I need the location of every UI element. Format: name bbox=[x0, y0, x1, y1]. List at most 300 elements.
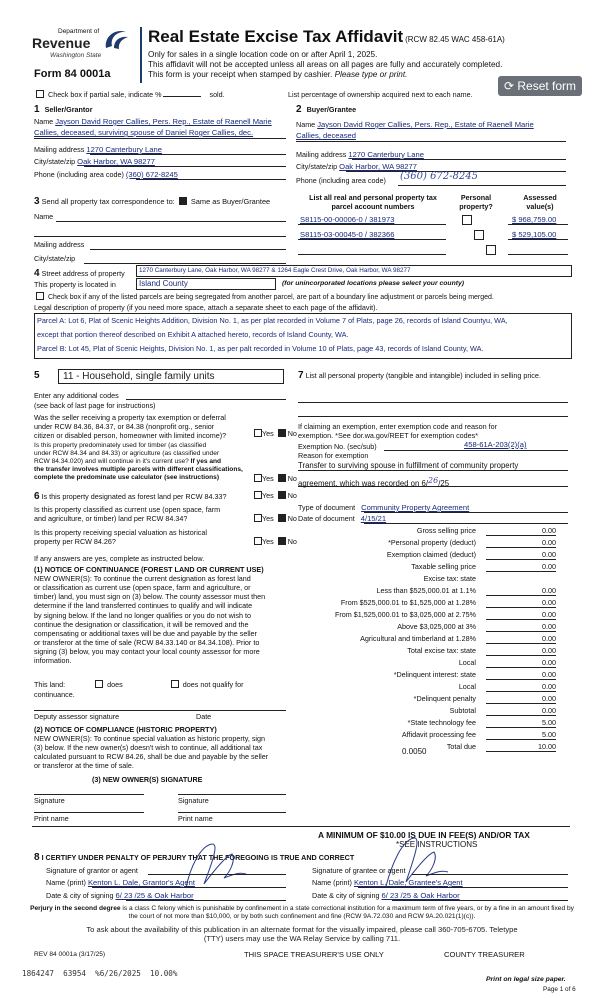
swoosh-logo-icon bbox=[102, 28, 130, 52]
notice-1-line-6: compensating or additional taxes will be due and payable by the seller bbox=[34, 628, 257, 638]
see-instructions-note: *SEE INSTRUCTIONS bbox=[396, 840, 478, 849]
seller-name-line2[interactable]: Callies, deceased, surviving spouse of Daniel Roger Callies, dec. bbox=[34, 128, 254, 137]
this-land-label: This land: bbox=[34, 680, 66, 689]
land-use-code-value: 11 - Household, single family units bbox=[63, 371, 215, 382]
owner-signature-line-2[interactable] bbox=[178, 794, 286, 795]
section-1-number: 1 bbox=[34, 104, 40, 115]
q6-2-line-a: Is this property classified as current use (open space, farm bbox=[34, 505, 221, 514]
tax-row bbox=[298, 670, 556, 680]
tax-row bbox=[298, 718, 556, 728]
q2-line-d: the transfer involves multiple parcels with different classifications, bbox=[34, 465, 243, 473]
q1-line-a: Was the seller receiving a property tax exemption or deferral bbox=[34, 413, 226, 422]
notice-3-title: (3) NEW OWNER(S) SIGNATURE bbox=[92, 775, 203, 784]
reason-label: Reason for exemption bbox=[298, 451, 369, 460]
grantee-sig-label: Signature of grantee or agent bbox=[312, 866, 406, 875]
current-use-answer bbox=[254, 514, 297, 523]
seller-city-value[interactable]: Oak Harbor, WA 98277 bbox=[77, 157, 155, 166]
notice-1-line-1: or classification as current use (open space, farm and agriculture, or bbox=[34, 583, 251, 593]
partial-sale-row bbox=[34, 90, 225, 99]
seller-mailing-value[interactable]: 1270 Canterbury Lane bbox=[86, 145, 162, 154]
tax-row-value[interactable]: 0.00 bbox=[486, 586, 556, 596]
q1-line-c: citizen or disabled person, homeowner with limited income)? bbox=[34, 431, 227, 440]
historic-yes-checkbox[interactable] bbox=[254, 537, 262, 545]
tax-row-value[interactable]: 0.00 bbox=[486, 706, 556, 716]
forest-no-checkbox[interactable] bbox=[278, 491, 286, 499]
tax-row-value[interactable]: 0.00 bbox=[486, 550, 556, 560]
form-title: Real Estate Excise Tax Affidavit bbox=[148, 27, 404, 46]
parcel-row2-underline bbox=[298, 239, 446, 240]
notice-2-line-0: NEW OWNER(S): To continue special valuation as historic property, sign bbox=[34, 734, 266, 743]
personal-property-checkbox-2[interactable] bbox=[474, 230, 484, 240]
exemption-no-label: Exemption No. (sec/sub) bbox=[298, 442, 377, 451]
logo-revenue-text: Revenue bbox=[32, 35, 91, 51]
county-select[interactable] bbox=[136, 278, 276, 290]
add-codes-row bbox=[34, 391, 119, 400]
section-3-number: 3 bbox=[34, 196, 40, 207]
buyer-name-line1[interactable]: Jayson David Roger Callies, Pers. Rep., Estate of Raenell Marie bbox=[317, 120, 534, 129]
tax-row-value[interactable]: 0.00 bbox=[486, 598, 556, 608]
parcel-header-3b: value(s) bbox=[526, 202, 554, 211]
reason-underline-1 bbox=[298, 470, 568, 471]
treasurer-use-label: THIS SPACE TREASURER'S USE ONLY bbox=[244, 950, 384, 959]
reason-year: /25 bbox=[438, 479, 450, 488]
section-2-number: 2 bbox=[296, 104, 302, 115]
historic-no-checkbox[interactable] bbox=[278, 537, 286, 545]
tax-row bbox=[298, 730, 556, 740]
grantor-date-value[interactable]: 6/ 23 /25 & Oak Harbor bbox=[115, 891, 194, 900]
grantee-date-underline bbox=[392, 900, 568, 901]
tax-row bbox=[298, 658, 556, 668]
header-sub2: This affidavit will not be accepted unless all areas on all pages are fully and accurately completed. bbox=[148, 60, 503, 69]
q2-no-label: No bbox=[287, 474, 297, 483]
reason-day: 26 bbox=[428, 476, 439, 485]
tax-row-value[interactable]: 0.00 bbox=[486, 646, 556, 656]
ownership-note: List percentage of ownership acquired next to each name. bbox=[288, 90, 473, 99]
buyer-heading bbox=[296, 104, 356, 117]
buyer-phone-value[interactable]: (360) 672-8245 bbox=[400, 171, 478, 182]
notice-1-line-9: information. bbox=[34, 656, 72, 666]
logo-dept-text: Department of bbox=[58, 28, 100, 35]
personal-property-checkbox-3[interactable] bbox=[486, 245, 496, 255]
doc-type-value[interactable]: Community Property Agreement bbox=[361, 503, 470, 512]
personal-property-line-1[interactable] bbox=[298, 402, 568, 403]
seller-name-row bbox=[34, 117, 284, 126]
owner-signature-label-1: Signature bbox=[34, 796, 65, 805]
owner-print-line-2[interactable] bbox=[178, 812, 286, 813]
parcel-header-2b: property? bbox=[459, 202, 493, 211]
doc-date-value[interactable]: 4/15/21 bbox=[360, 514, 387, 523]
deputy-signature-line[interactable] bbox=[34, 710, 286, 711]
grantee-date-value[interactable]: 6/ 23 /25 & Oak Harbor bbox=[381, 891, 460, 900]
buyer-heading-label: Buyer/Grantee bbox=[306, 105, 357, 114]
q1-no-label: No bbox=[287, 429, 297, 438]
parcel-number-2[interactable]: S8115-03-00045-0 / 382366 bbox=[300, 230, 395, 239]
notice-1-body bbox=[34, 574, 294, 665]
located-row bbox=[34, 280, 116, 289]
historic-question bbox=[34, 528, 207, 546]
grantee-date-label: Date & city of signing bbox=[312, 891, 380, 900]
partial-sale-label: Check box if partial sale, indicate % bbox=[48, 90, 162, 99]
exemption-question bbox=[34, 413, 259, 440]
q6-2-line-b: and agriculture, or timber) land per RCW 84.34? bbox=[34, 514, 188, 523]
corr-mailing-underline[interactable] bbox=[90, 249, 286, 250]
reason-line-2: agreement, which was recorded on 6/ bbox=[298, 479, 429, 488]
seller-heading bbox=[34, 104, 93, 117]
tax-row-label: *Delinquent interest: state bbox=[393, 670, 476, 679]
minimum-due-note: A MINIMUM OF $10.00 IS DUE IN FEE(S) AND/OR TAX bbox=[318, 830, 530, 840]
segregated-checkbox[interactable] bbox=[36, 292, 44, 300]
tax-row-label: Subtotal bbox=[449, 706, 476, 715]
rev-label: REV 84 0001a (3/17/25) bbox=[34, 951, 106, 958]
grantor-sig-line[interactable] bbox=[148, 874, 286, 875]
buyer-name-row bbox=[296, 120, 566, 129]
tax-row-value[interactable]: 0.00 bbox=[486, 538, 556, 548]
segregated-label: Check box if any of the listed parcels are being segregated from another parcel, are part of a boundary line adjustment or parcels being merged. bbox=[47, 294, 494, 301]
this-land-row bbox=[34, 680, 244, 689]
section-6-number: 6 bbox=[34, 491, 40, 502]
form-rcw: (RCW 82.45 WAC 458-61A) bbox=[405, 35, 505, 44]
partial-sale-checkbox[interactable] bbox=[36, 90, 44, 98]
refresh-icon: ⟳ bbox=[503, 79, 515, 93]
tax-row-value[interactable]: 0.00 bbox=[486, 694, 556, 704]
tax-row bbox=[298, 634, 556, 644]
tax-row-label: Taxable selling price bbox=[411, 562, 476, 571]
segregated-row bbox=[34, 292, 494, 303]
notice-1-line-5: continue the designation or classification, it will be removed and the bbox=[34, 619, 249, 629]
grantee-name-underline bbox=[358, 887, 568, 888]
legal-line-1: Parcel A: Lot 6, Plat of Scenic Heights Addition, Division No. 1, as per plat recorded in Volume 7 of Plats, page 26, records of Island Countyu, WA, bbox=[37, 316, 508, 325]
current-use-no-label: No bbox=[287, 514, 297, 523]
buyer-mailing-label: Mailing address bbox=[296, 150, 347, 159]
q1-yes-label: Yes bbox=[262, 429, 274, 438]
continuance-label: continuance. bbox=[34, 690, 75, 699]
grantor-name-label: Name (print) bbox=[46, 878, 86, 887]
page-number: Page 1 of 6 bbox=[543, 986, 576, 993]
q6-3-line-a: Is this property receiving special valuation as historical bbox=[34, 528, 207, 537]
parcel-header-3a: Assessed bbox=[523, 193, 557, 202]
seller-phone-value[interactable]: (360) 672-8245 bbox=[125, 170, 178, 179]
seller-name-underline bbox=[34, 138, 286, 139]
alt-format-notice bbox=[26, 925, 578, 944]
grantor-date-label: Date & city of signing bbox=[46, 891, 114, 900]
tax-row-label: Total due bbox=[446, 742, 476, 751]
q1-answer bbox=[254, 429, 297, 438]
tax-row-value[interactable]: 0.00 bbox=[486, 658, 556, 668]
grantor-name-value[interactable]: Kenton L. Dale, Grantor's Agent bbox=[87, 878, 195, 887]
dor-logo bbox=[32, 28, 130, 68]
header-sub3-text: This form is your receipt when stamped by cashier. bbox=[148, 70, 333, 79]
grantor-date-underline bbox=[126, 900, 286, 901]
owner-print-label-2: Print name bbox=[178, 814, 213, 823]
parcel-value1-underline bbox=[508, 224, 568, 225]
tax-row bbox=[298, 610, 556, 620]
seller-name-label: Name bbox=[34, 117, 54, 126]
perjury-notice bbox=[26, 905, 578, 921]
owner-print-line-1[interactable] bbox=[34, 812, 144, 813]
tax-row-label: Above $3,025,000 at 3% bbox=[397, 622, 476, 631]
located-note: (for unincorporated locations please select your county) bbox=[282, 280, 465, 287]
parcel-header-1b: parcel account numbers bbox=[331, 202, 415, 211]
corr-city-label: City/state/zip bbox=[34, 254, 76, 263]
tax-row-label: Excise tax: state bbox=[423, 574, 476, 583]
doc-date-label: Date of document bbox=[298, 514, 355, 523]
exemption-intro bbox=[298, 422, 497, 440]
tax-row bbox=[298, 562, 556, 572]
grantee-sig-line[interactable] bbox=[412, 874, 568, 875]
tax-row-label: *Delinquent penalty bbox=[413, 694, 476, 703]
same-as-buyer-checkbox[interactable] bbox=[179, 197, 187, 205]
notice-2-line-1: (3) below. If the new owner(s) doesn't wish to continue, all additional tax bbox=[34, 743, 263, 753]
alt-format-line-1: To ask about the availability of this publication in an alternate format for the visually impaired, please call 360-705-6705. Teletype bbox=[86, 925, 518, 934]
tax-row-value[interactable]: 0.00 bbox=[486, 610, 556, 620]
tax-row-label: Agricultural and timberland at 1.28% bbox=[360, 634, 476, 643]
buyer-name-line2[interactable]: Callies, deceased bbox=[296, 131, 356, 140]
does-label: does bbox=[107, 680, 123, 689]
historic-no-label: No bbox=[287, 537, 297, 546]
tax-row-value[interactable]: 0.00 bbox=[486, 622, 556, 632]
buyer-phone-label: Phone (including area code) bbox=[296, 176, 386, 185]
tax-row-value[interactable]: 0.00 bbox=[486, 634, 556, 644]
section-5-number: 5 bbox=[34, 370, 40, 381]
add-codes-field[interactable] bbox=[126, 399, 286, 400]
parcel-header-2 bbox=[452, 193, 500, 211]
tax-row-label: From $525,000.01 to $1,525,000 at 1.28% bbox=[340, 598, 476, 607]
historic-yes-label: Yes bbox=[262, 537, 274, 546]
tax-row-label: *Personal property (deduct) bbox=[388, 538, 476, 547]
notice-1-line-4: by signing below. If the land no longer qualifies or you do not wish to bbox=[34, 610, 251, 620]
q6-3-line-b: property per RCW 84.26? bbox=[34, 537, 116, 546]
doc-type-label: Type of document bbox=[298, 503, 356, 512]
forest-no-label: No bbox=[287, 491, 297, 500]
timber-question bbox=[34, 442, 264, 482]
does-not-label: does not qualify for bbox=[182, 680, 244, 689]
reset-form-button[interactable] bbox=[498, 76, 582, 96]
seller-phone-underline bbox=[136, 179, 286, 180]
tax-row-label: Affidavit processing fee bbox=[401, 730, 476, 739]
notice-2-line-3: or transferor at the time of sale. bbox=[34, 761, 134, 771]
tax-row bbox=[298, 574, 556, 584]
form-number: Form 84 0001a bbox=[34, 68, 111, 80]
tax-row-label: Local bbox=[458, 658, 476, 667]
grantor-name-underline bbox=[92, 887, 286, 888]
buyer-city-label: City/state/zip bbox=[296, 162, 338, 171]
reason-underline-2 bbox=[298, 486, 568, 487]
forest-question-label: Is this property designated as forest land per RCW 84.33? bbox=[41, 492, 227, 501]
street-row bbox=[34, 268, 125, 281]
parcel-value-1[interactable]: $ 968,759.00 bbox=[512, 215, 557, 224]
current-use-yes-label: Yes bbox=[262, 514, 274, 523]
q2-line-e: complete the predominate use calculator (see instructions) bbox=[34, 473, 220, 481]
buyer-city-value[interactable]: Oak Harbor, WA 98277 bbox=[339, 162, 417, 171]
county-select-value: Island County bbox=[139, 279, 188, 288]
tax-row-label: Less than $525,000.01 at 1.1% bbox=[376, 586, 476, 595]
parcel-number-1[interactable]: S8115-00-00006-0 / 381973 bbox=[300, 215, 395, 224]
exemption-no-underline bbox=[384, 450, 568, 451]
historic-answer bbox=[254, 537, 297, 546]
seller-heading-label: Seller/Grantor bbox=[44, 105, 93, 114]
see-back-note: (see back of last page for instructions) bbox=[34, 401, 156, 410]
owner-signature-line-1[interactable] bbox=[34, 794, 144, 795]
exemption-no-value[interactable]: 458-61A-203(2)(a) bbox=[464, 440, 527, 449]
parcel-value-2[interactable]: $ 529,105.00 bbox=[512, 230, 557, 239]
tax-row bbox=[298, 550, 556, 560]
notice-1-line-7: or transferor at the time of sale (RCW 84.33.140 or 84.34.108). Prior to bbox=[34, 637, 260, 647]
parcel-header-2a: Personal bbox=[460, 193, 492, 202]
buyer-name-label: Name bbox=[296, 120, 316, 129]
tax-row-label: Local bbox=[458, 682, 476, 691]
parcel-header-1a: List all real and personal property tax bbox=[309, 193, 437, 202]
tax-row-label: Exemption claimed (deduct) bbox=[386, 550, 476, 559]
tax-row-value[interactable]: 5.00 bbox=[486, 730, 556, 740]
tax-row-value[interactable]: 10.00 bbox=[486, 742, 556, 752]
buyer-name-underline bbox=[296, 141, 566, 142]
form-title-row bbox=[148, 26, 505, 47]
tax-row bbox=[298, 526, 556, 536]
tax-row-label: From $1,525,000.01 to $3,025,000 at 2.75% bbox=[334, 610, 476, 619]
land-use-code-select[interactable] bbox=[58, 369, 284, 384]
header-divider bbox=[140, 27, 142, 83]
tax-row-label: Total excise tax: state bbox=[407, 646, 476, 655]
located-label: This property is located in bbox=[34, 280, 116, 289]
parcel-header-3 bbox=[510, 193, 570, 211]
grantee-name-label: Name (print) bbox=[312, 878, 352, 887]
corr-city-underline[interactable] bbox=[84, 263, 286, 264]
grantee-name-value[interactable]: Kenton L. Dale, Grantee's Agent bbox=[353, 878, 463, 887]
partial-sale-percent-field[interactable] bbox=[163, 96, 201, 97]
tax-row-value[interactable]: 0.00 bbox=[486, 526, 556, 536]
q2-answer bbox=[254, 474, 297, 483]
seller-mailing-underline bbox=[90, 154, 286, 155]
parcel-row3-underline[interactable] bbox=[298, 254, 446, 255]
treasurer-stamp: 1864247 63954 %6/26/2025 10.00% bbox=[22, 969, 178, 978]
personal-property-line-2[interactable] bbox=[298, 416, 568, 417]
seller-phone-label: Phone (including area code) bbox=[34, 170, 124, 179]
doc-type-underline bbox=[364, 512, 568, 513]
forest-yes-label: Yes bbox=[262, 491, 274, 500]
notice-1-line-2: timber) land, you must sign on (3) below. The county assessor must then bbox=[34, 592, 266, 602]
personal-property-label: List all personal property (tangible and intangible) included in selling price. bbox=[305, 371, 541, 380]
corr-name-underline[interactable] bbox=[56, 221, 286, 222]
tax-row bbox=[298, 646, 556, 656]
parcel-value2-underline bbox=[508, 239, 568, 240]
q2-line-b: under RCW 84.34 and 84.33) or agriculture (as classified under bbox=[34, 449, 220, 457]
q2-line-c-row bbox=[34, 458, 264, 466]
q2-line-c: RCW 84.34.020) and will continue in it's current use? bbox=[34, 457, 189, 465]
exemption-intro-1: If claiming an exemption, enter exemption code and reason for bbox=[298, 422, 497, 431]
notice-2-body bbox=[34, 734, 294, 771]
exemption-intro-2: exemption. *See dor.wa.gov/REET for exemption codes* bbox=[298, 431, 479, 440]
street-label: Street address of property bbox=[41, 269, 125, 278]
owner-signature-label-2: Signature bbox=[178, 796, 209, 805]
q2-yes-label: Yes bbox=[262, 474, 274, 483]
section-8-top-rule bbox=[32, 826, 570, 827]
tax-row-value[interactable]: 5.00 bbox=[486, 718, 556, 728]
legal-line-2: except that portion thereof described on Exhibit A attached hereto, records of Island County, WA. bbox=[37, 330, 349, 339]
legal-line-3: Parcel B: Lot 45, Plat of Scenic Heights, Division No. 1, as per palt recorded in Volume 10 of Plats, page 43, records of Island County, WA. bbox=[37, 344, 484, 353]
legal-label: Legal description of property (if you need more space, attach a separate sheet to each page of the affidavit). bbox=[34, 303, 378, 312]
correspondence-label: Send all property tax correspondence to: bbox=[41, 197, 175, 206]
notice-1-title: (1) NOTICE OF CONTINUANCE (FOREST LAND OR CURRENT USE) bbox=[34, 565, 264, 574]
parcel-value3-underline[interactable] bbox=[508, 254, 568, 255]
tax-row-value[interactable]: 0.00 bbox=[486, 562, 556, 572]
corr-name-underline-2[interactable] bbox=[34, 236, 286, 237]
notice-1-line-3: determine if the land transferred continues to qualify and will indicate bbox=[34, 601, 253, 611]
corr-mailing-label: Mailing address bbox=[34, 240, 85, 249]
legal-description-field[interactable] bbox=[34, 313, 572, 359]
does-checkbox[interactable] bbox=[95, 680, 103, 688]
section-4-number: 4 bbox=[34, 268, 40, 279]
seller-city-label: City/state/zip bbox=[34, 157, 76, 166]
buyer-mailing-value[interactable]: 1270 Canterbury Lane bbox=[348, 150, 424, 159]
forest-question bbox=[34, 491, 227, 504]
buyer-mailing-underline bbox=[352, 159, 566, 160]
deputy-signature-label: Deputy assessor signature bbox=[34, 712, 120, 721]
corr-name-label: Name bbox=[34, 212, 54, 221]
q1-line-b: under RCW 84.36, 84.37, or 84.38 (nonprofit org., senior bbox=[34, 422, 215, 431]
buyer-phone-underline bbox=[398, 185, 566, 186]
reason-line-1[interactable]: Transfer to surviving spouse in fulfillment of community property bbox=[298, 461, 519, 470]
q2-no-checkbox[interactable] bbox=[278, 474, 286, 482]
tax-row bbox=[298, 694, 556, 704]
seller-mailing-label: Mailing address bbox=[34, 145, 85, 154]
q2-yes-checkbox[interactable] bbox=[254, 474, 262, 482]
correspondence-row bbox=[34, 196, 270, 209]
owner-print-label-1: Print name bbox=[34, 814, 69, 823]
street-address-field[interactable] bbox=[136, 265, 572, 277]
notice-2-line-2: calculated pursuant to RCW 84.26, shall be due and payable by the seller bbox=[34, 752, 269, 762]
forest-yes-checkbox[interactable] bbox=[254, 491, 262, 499]
current-use-question bbox=[34, 505, 220, 523]
street-address-value: 1270 Canterbury Lane, Oak Harbor, WA 98277 & 1264 Eagle Crest Drive, Oak Harbor, WA 98277 bbox=[139, 267, 411, 274]
tax-row bbox=[298, 682, 556, 692]
current-use-yes-checkbox[interactable] bbox=[254, 514, 262, 522]
grantor-sig-label: Signature of grantor or agent bbox=[46, 866, 138, 875]
same-as-buyer-label: Same as Buyer/Grantee bbox=[190, 197, 271, 206]
perjury-text: is a class C felony which is punishable by confinement in a state correctional institution for a maximum term of five years, or by a fine in an amount fixed by the court of not more than $10,000, or by both such confinement and fine (RCW 9A.72.030 and RCW 9A.20.021(1)(c)). bbox=[120, 905, 574, 921]
section-8-number: 8 bbox=[34, 852, 40, 863]
alt-format-line-2: (TTY) users may use the WA Relay Service by calling 711. bbox=[203, 934, 401, 944]
add-codes-label: Enter any additional codes bbox=[34, 391, 119, 400]
header-sub3-italic: Please type or print. bbox=[334, 70, 408, 79]
seller-city-underline bbox=[84, 166, 286, 167]
section-7-number: 7 bbox=[298, 370, 304, 381]
notice-2-title: (2) NOTICE OF COMPLIANCE (HISTORIC PROPERTY) bbox=[34, 725, 217, 734]
tax-row bbox=[298, 706, 556, 716]
deputy-date-label: Date bbox=[196, 712, 212, 721]
legal-paper-note: Print on legal size paper. bbox=[486, 976, 566, 983]
current-use-no-checkbox[interactable] bbox=[278, 514, 286, 522]
certify-label: I CERTIFY UNDER PENALTY OF PERJURY THAT THE FOREGOING IS TRUE AND CORRECT bbox=[41, 853, 355, 862]
q1-yes-checkbox[interactable] bbox=[254, 429, 262, 437]
header-sub3 bbox=[148, 70, 407, 80]
does-not-checkbox[interactable] bbox=[171, 680, 179, 688]
reset-form-label: Reset form bbox=[517, 79, 577, 93]
perjury-bold: Perjury in the second degree bbox=[30, 905, 121, 912]
parcel-header-1 bbox=[298, 193, 448, 211]
personal-property-checkbox-1[interactable] bbox=[462, 215, 472, 225]
q1-no-checkbox[interactable] bbox=[278, 429, 286, 437]
tax-row-label: *State technology fee bbox=[407, 718, 476, 727]
seller-name-line1[interactable]: Jayson David Roger Callies, Pers. Rep., Estate of Raenell Marie bbox=[55, 117, 272, 126]
parcel-row1-underline bbox=[298, 224, 446, 225]
header-sub1: Only for sales in a single location code on or after April 1, 2025. bbox=[148, 50, 378, 59]
tax-row bbox=[298, 538, 556, 548]
tax-row-value[interactable]: 0.00 bbox=[486, 670, 556, 680]
answer-note: If any answers are yes, complete as instructed below. bbox=[34, 554, 205, 563]
county-treasurer-label: COUNTY TREASURER bbox=[444, 950, 525, 959]
tax-row-value[interactable]: 0.00 bbox=[486, 682, 556, 692]
sold-label: sold. bbox=[209, 90, 225, 99]
